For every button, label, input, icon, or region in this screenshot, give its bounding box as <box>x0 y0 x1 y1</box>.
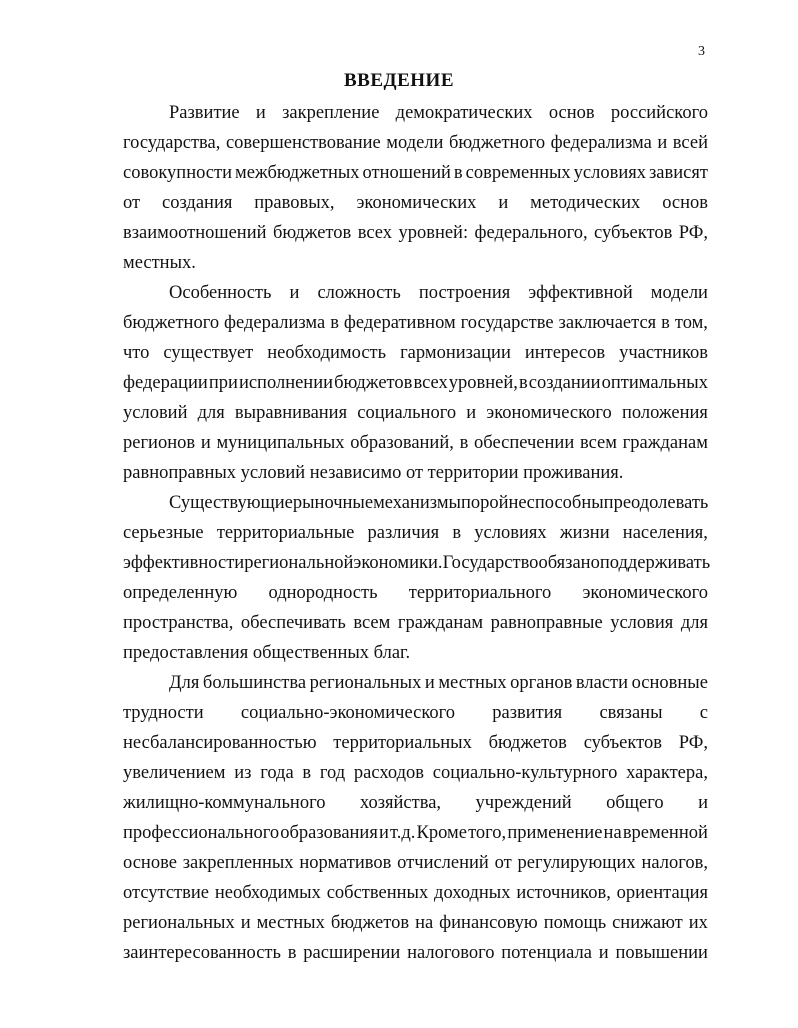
text-line: Развитие и закрепление демократических основ российского <box>169 103 708 123</box>
paragraph-4 <box>123 668 708 968</box>
text-line: Для большинства региональных и местных органов власти основные <box>169 673 708 693</box>
text-line: местных. <box>123 253 196 273</box>
text-line: условий для выравнивания социального и экономического положения <box>123 403 708 423</box>
text-line: заинтересованность в расширении налогового потенциала и повышении <box>123 943 708 963</box>
text-line: региональных и местных бюджетов на финансовую помощь снижают их <box>123 913 708 933</box>
page-title: ВВЕДЕНИЕ <box>344 70 454 91</box>
text-line: отсутствие необходимых собственных доходных источников, ориентация <box>123 883 708 903</box>
text-line: увеличением из года в год расходов социально-культурного характера, <box>123 763 708 783</box>
text-line: пространства, обеспечивать всем гражданам равноправные условия для <box>123 613 708 633</box>
text-line: профессионального образования и т.д. Кроме того, применение на временной <box>123 823 708 843</box>
text-line: определенную однородность территориального экономического <box>123 583 708 603</box>
text-line: несбалансированностью территориальных бюджетов субъектов РФ, <box>123 733 708 753</box>
text-line: основе закрепленных нормативов отчислений от регулирующих налогов, <box>123 853 708 873</box>
text-line: Существующие рыночные механизмы порой не способны преодолевать <box>169 493 709 513</box>
text-line: Особенность и сложность построения эффективной модели <box>169 283 708 303</box>
text-line: бюджетного федерализма в федеративном государстве заключается в том, <box>123 313 708 333</box>
text-line: предоставления общественных благ. <box>123 643 411 663</box>
text-line: государства, совершенствование модели бюджетного федерализма и всей <box>123 133 708 153</box>
text-line: серьезные территориальные различия в условиях жизни населения, <box>123 523 708 543</box>
text-line: взаимоотношений бюджетов всех уровней: федерального, субъектов РФ, <box>123 223 708 243</box>
page-number: 3 <box>698 44 705 59</box>
paragraph-1 <box>123 98 708 278</box>
text-line: регионов и муниципальных образований, в обеспечении всем гражданам <box>123 433 708 453</box>
text-line: эффективности региональной экономики. Государство обязано поддерживать <box>123 553 711 573</box>
text-line: равноправных условий независимо от территории проживания. <box>123 463 624 483</box>
paragraph-2 <box>123 278 708 488</box>
text-line: от создания правовых, экономических и методических основ <box>123 193 708 213</box>
text-line: трудности социально-экономического развития связаны с <box>123 703 708 723</box>
paragraph-3 <box>123 488 711 668</box>
text-line: совокупности межбюджетных отношений в современных условиях зависят <box>123 163 708 183</box>
text-line: что существует необходимость гармонизации интересов участников <box>123 343 708 363</box>
text-line: федерации при исполнении бюджетов всех уровней, в создании оптимальных <box>123 373 708 393</box>
document-body <box>123 98 711 968</box>
text-line: жилищно-коммунального хозяйства, учреждений общего и <box>123 793 708 813</box>
